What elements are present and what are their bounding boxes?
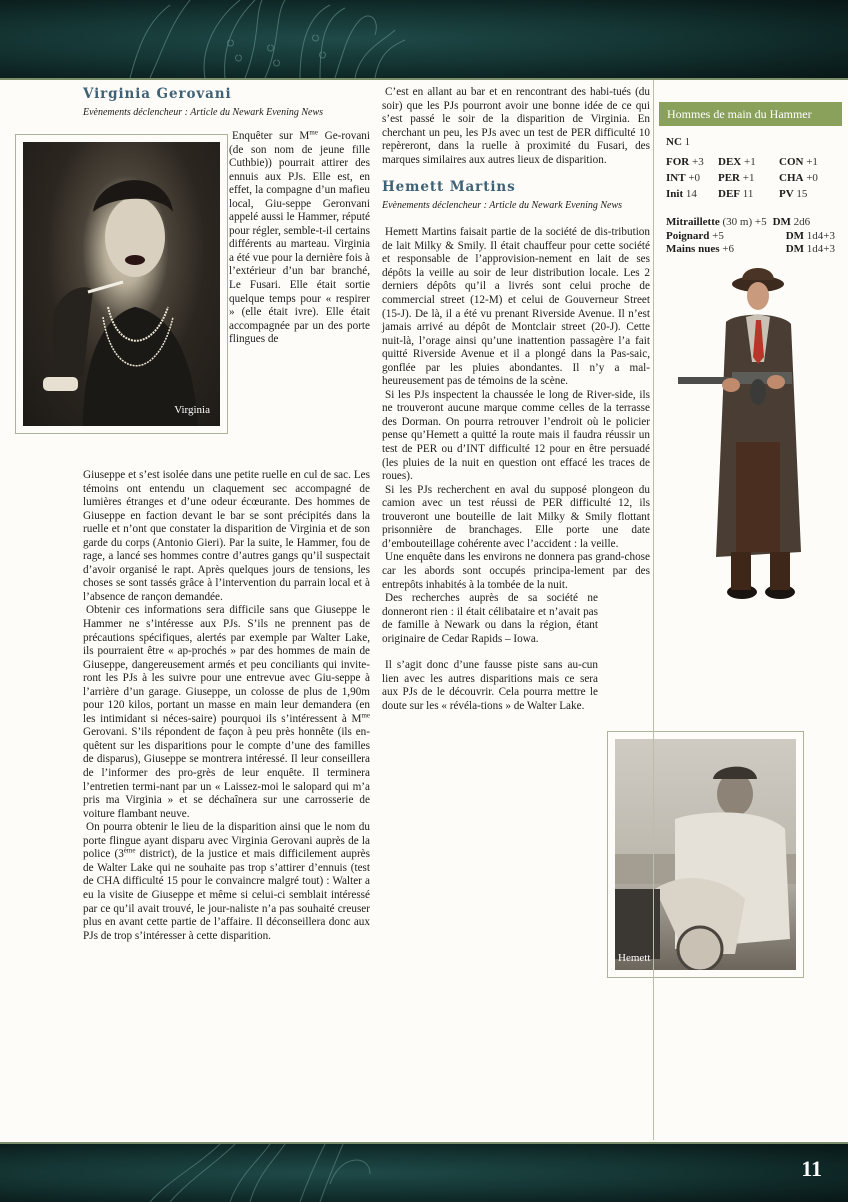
section-title-virginia: Virginia Gerovani: [83, 86, 232, 102]
damage-label: DM: [785, 243, 805, 255]
portrait-woman-icon: [23, 142, 220, 426]
hemett-paragraph-3: Si les PJs recherchent en aval du supposé plongeon du camion avec un test réussi de PER difficulté 12, ils trouveront une bouteille de lait Milky & Smily flottant prisonnière de branchages. Elle porte une date d’embouteillage cohérente avec l’accident : la veille.: [382, 483, 650, 550]
attack-bonus: (30 m) +5: [719, 216, 767, 228]
header-band: [0, 0, 848, 80]
text-span: Ge-rovani (de son nom de jeune fille Cuthbie)) pourrait attirer des ennuis aux PJs. Elle est, en effet, la compagne d’un mafieu local, Giu-seppe Geronvani appelé aussi le Hammer, réputé pour régler, semble-t-il certains différents au marteau. Virginia a été vue pour la dernière fois à l’extérieur d’un bar branché, Le Fusari. Elle était sortie quelque temps pour « respirer » (elle était ivre). Elle était accompagnée par un des porte flingues de: [229, 130, 370, 346]
stat-value: +3: [691, 156, 704, 168]
portrait-man-icon: [615, 739, 796, 970]
virginia-photo-frame: [15, 134, 228, 434]
page-number: 11: [801, 1156, 822, 1181]
stat-label: PER: [718, 172, 740, 184]
attack-name: Mitraillette: [666, 216, 720, 228]
stat-value: +1: [806, 156, 818, 168]
hemett-paragraph-2: Si les PJs inspectent la chaussée le long de River-side, ils ne trouveront aucune marque comme celles de la terrasse des Dorman. On pourra retrouver l’endroit où le policier pense qu’Hemett a quitté la route mais il faudra réussir un test de PER ou d’INT difficulté 12 pour en être persuadé (les pluies de la nuit en question ont effacé les traces de roues).: [382, 388, 650, 483]
hemett-paragraph-5: Des recherches auprès de sa société ne donneront rien : il était célibataire et n’avait pas de famille à Newark ou dans la région, étant originaire de Cedar Rapids – Iowa.: [382, 592, 598, 645]
stat-label: CHA: [779, 172, 804, 184]
stat-label: NC: [666, 136, 682, 148]
hemett-photo-caption: Hemett: [618, 952, 651, 964]
stat-label: FOR: [666, 156, 690, 168]
virginia-paragraph-4: C’est en allant au bar et en rencontrant des habi-tués (du soir) que les PJs pourront avoir une bonne idée de ce qui s’est passé le soir de la disparition de Virginia. En cherchant un peu, les PJs avec un test de PER difficulté 10 repèreront, dans la ruelle à proximité du Fusari, des marques similaires aux autres lieux de disparition.: [382, 86, 650, 166]
stat-value: 11: [742, 188, 754, 200]
section-subtitle-hemett: Evènements déclencheur : Article du Newark Evening News: [382, 200, 623, 212]
attack-name: Poignard: [666, 229, 710, 242]
stat-label: DEF: [718, 188, 740, 200]
text-span: Obtenir ces informations sera difficile sans que Giuseppe le Hammer ne s’intéresse aux PJs. S’ils ne prennent pas de précautions spécifiques, alertés par exemple par Walter Lake, ils pourraient être « ap-prochés » par des hommes de main de Giuseppe, dangereusement armés et peu conciliants qui invite-ront les PJs à les suivre pour une entrevue avec Giu-seppe à l’arrière d’un garage. Giuseppe, un colosse de plus de 1,90m pour 120 kilos, portant un masse en main leur demandera (en les intimidant si néces-saire) pourquoi ils s’intéressent à M: [83, 604, 370, 725]
section-subtitle-virginia: Evènements déclencheur : Article du Newark Evening News: [83, 107, 324, 118]
stat-label: Init: [666, 188, 684, 200]
hemett-paragraph-1: Hemett Martins faisait partie de la société de dis-tribution de lait Milky & Smily. Il était chauffeur pour cette société et responsable de l’approvision-nement en lait de ses dépôts la veille au soir de leur distribution locale. Les 2 derniers dépôts qu’il a livrés sont celui proche de commercial street (12-M) et celui de Gouverneur Street (15-J). De là, il a été vu prenant Riverside Avenue. Il n’est jamais arrivé au dépôt de Montclair street (20-J). Cette nuit-là, l’orage ainsi qu’une inattention passagère l’a fait quitté Riverside Avenue et il a plongé dans la Pas-saic, gonflée par les pluies abondantes. Il n’y a mal-heureusement pas de témoins de la scène.: [382, 226, 650, 388]
stat-label: CON: [779, 156, 804, 168]
hemett-photo: [615, 739, 796, 970]
virginia-photo-caption: Virginia: [174, 404, 210, 416]
tentacle-decoration-icon: [0, 1144, 848, 1202]
text-span: Enquêter sur M: [232, 130, 310, 142]
stat-value: 15: [796, 188, 808, 200]
column-hemett: [382, 86, 650, 713]
section-title-hemett: Hemett Martins: [382, 179, 516, 196]
hemett-paragraph-6: Il s’agit donc d’une fausse piste sans au-cun lien avec les autres disparitions mais ce sera aux PJs de le découvrir. Cela pourra mettre le doute sur les « révéla-tions » de Walter Lake.: [382, 659, 598, 712]
attack-bonus: +6: [719, 243, 734, 255]
attack-row: [666, 230, 835, 244]
statblock: [659, 102, 842, 257]
sidebar-divider: [653, 80, 654, 1140]
damage-value: 1d4+3: [806, 229, 835, 242]
superscript: me: [361, 711, 370, 720]
stat-label: INT: [666, 172, 686, 184]
stat-row: [666, 186, 835, 202]
stat-value: +0: [806, 172, 818, 184]
statblock-title: Hommes de main du Hammer: [659, 102, 842, 126]
stat-label: PV: [779, 188, 794, 200]
attack-row: [666, 216, 835, 230]
hemett-paragraph-4: Une enquête dans les environs ne donnera pas grand-chose car les abords sont occupés principa-lement par des entrepôts inhabités à la tombée de la nuit.: [382, 551, 650, 591]
stat-value: 1: [684, 136, 691, 148]
stat-row: [666, 170, 835, 186]
virginia-paragraph-1-rest: Giuseppe et s’est isolée dans une petite ruelle en cul de sac. Les témoins ont entendu un claquement sec accompagné de lumières étranges et d’une odeur écœurante. Des hommes de Giuseppe en faction devant le bar se sont précipités dans la ruelle et n’ont que constater la disparition de Virginia et de son garde du corps (Antonio Gieri). Par la suite, le Hammer, fou de rage, a lancé ses hommes contre d’autres gangs qu’il suspectait d’avoir organisé le rapt. Après quelques jours de tensions, les choses se sont tassés grâce à l’intervention du parrain local et à l’absence de rançon demandée.: [83, 469, 370, 603]
stat-label: DEX: [718, 156, 742, 168]
stat-nc: [666, 134, 835, 150]
text-span: district), de la justice et mais difficilement auprès de Walter Lake qui ne souhaite pas trop s’attirer d’ennuis (test de CHA difficulté 15 pour le convaincre malgré tout) : Walter a eu la visite de Giuseppe et même si celui-ci semblait intéressé par ce qu’il avait trouvé, le jour-naliste n’a pas souhaité creuser plus en avant cette partie de l’affaire. Il déconseillera donc aux PJs de trop s’intéresser à cette disparition.: [83, 848, 370, 942]
stat-value: +1: [742, 172, 755, 184]
gangster-illustration-icon: [676, 262, 816, 602]
attack-name: Mains nues: [666, 243, 720, 255]
superscript: me: [309, 128, 318, 137]
attack-row: [666, 243, 835, 257]
attack-bonus: +5: [709, 229, 724, 242]
stat-value: +0: [688, 172, 701, 184]
superscript: ème: [123, 846, 136, 855]
damage-value: 1d4+3: [806, 243, 835, 255]
tentacle-decoration-icon: [0, 0, 848, 78]
stat-value: +1: [743, 156, 756, 168]
damage-label: DM: [785, 229, 805, 242]
damage-label: DM: [772, 216, 791, 228]
virginia-paragraph-3: [83, 821, 370, 943]
text-span: Gerovani. S’ils répondent de façon à peu près honnête (ils en-quêtent sur les disparitions pour le compte d’une des familles de disparus), Giuseppe se montrera intéressé. Il leur conseillera de l’informer des pro-grès de leur enquête. Il terminera l’entretien termi-nant par un « Laissez-moi le salopard qui m’a pris ma Virginia » et se déchaînera sur une carrosserie de voiture flambant neuve.: [83, 726, 370, 820]
damage-value: 2d6: [793, 216, 811, 228]
stat-row: [666, 154, 835, 170]
text-span: On pourra obtenir le lieu de la disparition ainsi que le nom du porte flingue ayant disparu avec Virginia Gerovani auprès de la police (3: [83, 821, 370, 861]
stat-value: 14: [685, 188, 697, 200]
virginia-photo: [23, 142, 220, 426]
virginia-intro: [229, 130, 370, 347]
virginia-paragraph-1: [229, 130, 370, 347]
virginia-paragraph-2: [83, 604, 370, 821]
footer-band: [0, 1142, 848, 1202]
hemett-photo-frame: [607, 731, 804, 978]
